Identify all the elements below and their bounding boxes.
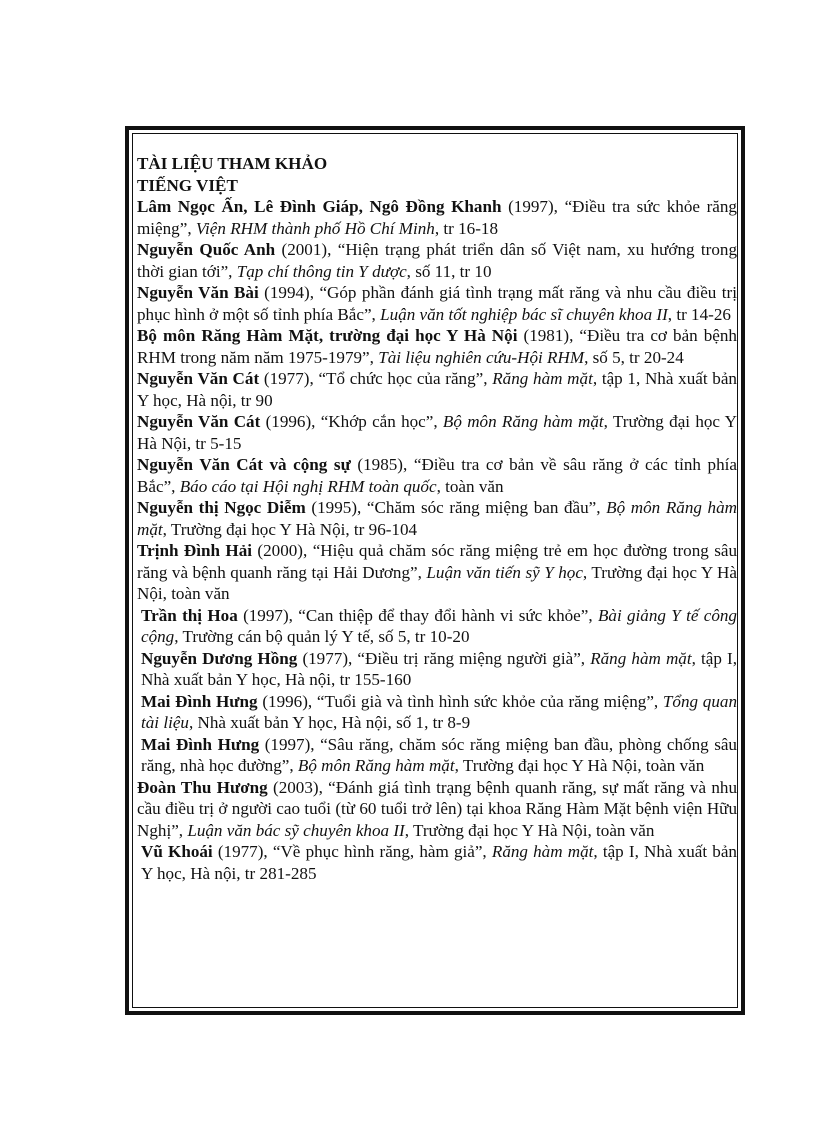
reference-entry: [137, 497, 737, 540]
reference-year: (1977),: [297, 648, 358, 668]
reference-details: , Trường đại học Y Hà Nội, toàn văn: [404, 820, 655, 840]
reference-details: , Trường đại học Y Hà Nội, toàn văn: [137, 562, 737, 603]
reference-authors: Nguyễn Dương Hồng: [141, 648, 298, 668]
reference-year: (1977),: [259, 369, 319, 388]
section-title: TÀI LIỆU THAM KHẢO: [137, 154, 328, 173]
reference-authors: Mai Đình Hưng: [141, 691, 258, 711]
reference-entry: [137, 325, 737, 368]
reference-entry: [137, 368, 737, 411]
reference-authors: Nguyễn Văn Cát và cộng sự: [137, 455, 351, 474]
reference-entry: [137, 196, 737, 239]
reference-year: (1981),: [517, 326, 580, 345]
reference-details: , tr 16-18: [434, 218, 499, 238]
reference-source: Tổng quan tài liệu: [141, 691, 737, 732]
reference-source: Răng hàm mặt: [590, 648, 692, 668]
reference-title: “Can thiệp để thay đổi hành vi sức khỏe”,: [298, 605, 598, 625]
reference-details: , Trường cán bộ quản lý Y tế, số 5, tr 10-20: [174, 627, 470, 646]
reference-authors: Nguyễn Văn Cát: [137, 369, 260, 388]
reference-details: , tập 1, Nhà xuất bản Y học, Hà nội, tr 90: [137, 369, 737, 410]
reference-entry: [137, 282, 737, 325]
reference-source: Luận văn bác sỹ chuyên khoa II: [187, 820, 405, 840]
reference-source: Bài giảng Y tế công cộng: [141, 605, 737, 646]
reference-source: Báo cáo tại Hội nghị RHM toàn quốc: [179, 476, 437, 496]
reference-authors: Bộ môn Răng Hàm Mặt, trường đại học Y Hà Nội: [137, 326, 518, 345]
reference-title: “Chăm sóc răng miệng ban đầu”,: [366, 498, 607, 517]
reference-authors: Mai Đình Hưng: [141, 734, 260, 754]
reference-entry: [137, 454, 737, 497]
reference-authors: Trịnh Đình Hải: [137, 541, 253, 560]
reference-title: “Đánh giá tình trạng bệnh quanh răng, sự mất răng và nhu cầu điều trị ở người cao tuổi (từ 60 tuổi trở lên) tại khoa Răng Hàm Mặt bệnh viện Hữu Nghị”,: [137, 777, 737, 840]
reference-year: (2003),: [267, 777, 329, 797]
reference-entry: [137, 691, 737, 734]
reference-source: Luận văn tốt nghiệp bác sĩ chuyên khoa II: [380, 304, 668, 324]
reference-details: , số 5, tr 20-24: [584, 347, 684, 367]
reference-entry: [137, 734, 737, 777]
reference-details: , Nhà xuất bản Y học, Hà nội, số 1, tr 8-9: [188, 713, 471, 732]
reference-title: “Tổ chức học của răng”,: [318, 369, 493, 388]
reference-year: (1997),: [237, 605, 299, 625]
reference-entry: [137, 777, 737, 842]
reference-authors: Nguyễn Quốc Anh: [137, 240, 276, 259]
reference-entry: [137, 239, 737, 282]
reference-entry: [137, 540, 737, 605]
reference-authors: Vũ Khoái: [141, 842, 213, 861]
reference-year: (1996),: [257, 691, 317, 711]
reference-details: , toàn văn: [436, 476, 504, 496]
reference-title: “Khớp cắn học”,: [320, 412, 443, 431]
reference-title: “Hiện trạng phát triển dân số Việt nam, xu hướng trong thời gian tới”,: [137, 240, 737, 281]
reference-authors: Lâm Ngọc Ấn, Lê Đình Giáp, Ngô Đồng Khanh: [137, 197, 502, 216]
reference-year: (1997),: [259, 734, 321, 754]
reference-source: Viện RHM thành phố Hồ Chí Minh: [195, 218, 435, 238]
reference-authors: Nguyễn Văn Bài: [137, 283, 259, 302]
reference-details: , Trường đại học Y Hà Nội, toàn văn: [454, 756, 705, 775]
reference-title: “Điều tra cơ bản bệnh RHM trong năm năm 1975-1979”,: [137, 326, 737, 367]
reference-title: “Về phục hình răng, hàm giả”,: [272, 842, 492, 861]
reference-year: (2001),: [275, 240, 338, 259]
reference-source: Bộ môn Răng hàm mặt: [297, 756, 455, 775]
reference-year: (1985),: [350, 455, 414, 474]
reference-title: “Điều tra sức khỏe răng miệng”,: [137, 197, 737, 238]
reference-source: Luận văn tiến sỹ Y học: [426, 562, 583, 582]
reference-entry: [137, 841, 737, 884]
reference-authors: Đoàn Thu Hương: [137, 777, 268, 797]
section-subtitle: TIẾNG VIỆT: [137, 175, 238, 195]
reference-entry: [137, 411, 737, 454]
reference-authors: Nguyễn Văn Cát: [137, 412, 261, 431]
reference-details: , tr 14-26: [667, 304, 731, 324]
reference-source: Bộ môn Răng hàm mặt: [137, 498, 737, 539]
reference-year: (1995),: [305, 498, 367, 517]
reference-details: , tập I, Nhà xuất bản Y học, Hà nội, tr 155-160: [141, 648, 737, 689]
reference-details: , Trường đại học Y Hà Nội, tr 96-104: [162, 519, 418, 539]
reference-year: (1977),: [212, 842, 273, 861]
reference-details: , tập I, Nhà xuất bản Y học, Hà nội, tr 281-285: [141, 842, 737, 883]
reference-entry: [137, 648, 737, 691]
reference-details: , Trường đại học Y Hà Nội, tr 5-15: [137, 412, 737, 453]
reference-source: Tài liệu nghiên cứu-Hội RHM: [378, 347, 585, 367]
reference-year: (1997),: [501, 197, 565, 216]
reference-source: Răng hàm mặt: [491, 842, 594, 861]
reference-authors: Nguyễn thị Ngọc Diễm: [137, 498, 306, 517]
reference-entry: [137, 605, 737, 648]
reference-year: (1996),: [260, 412, 321, 431]
reference-source: Tạp chí thông tin Y dược: [236, 261, 407, 281]
reference-authors: Trần thị Hoa: [141, 605, 238, 625]
reference-title: “Sâu răng, chăm sóc răng miệng ban đầu, phòng chống sâu răng, nhà học đường”,: [141, 734, 737, 775]
reference-title: “Hiệu quả chăm sóc răng miệng trẻ em học đường trong sâu răng và bệnh quanh răng tại Hải Dương”,: [137, 541, 737, 582]
reference-year: (1994),: [258, 283, 320, 302]
reference-year: (2000),: [252, 541, 313, 560]
reference-source: Răng hàm mặt: [492, 369, 593, 388]
reference-title: “Điều trị răng miệng người già”,: [357, 648, 591, 668]
references-section: [137, 153, 737, 884]
reference-details: , số 11, tr 10: [406, 261, 492, 281]
reference-source: Bộ môn Răng hàm mặt: [442, 412, 604, 431]
reference-title: “Góp phần đánh giá tình trạng mất răng và nhu cầu điều trị phục hình ở một số tỉnh phía Bắc”,: [137, 283, 737, 324]
reference-title: “Điều tra cơ bản về sâu răng ở các tỉnh phía Bắc”,: [137, 455, 737, 496]
reference-title: “Tuổi già và tình hình sức khỏe của răng miệng”,: [316, 691, 663, 711]
